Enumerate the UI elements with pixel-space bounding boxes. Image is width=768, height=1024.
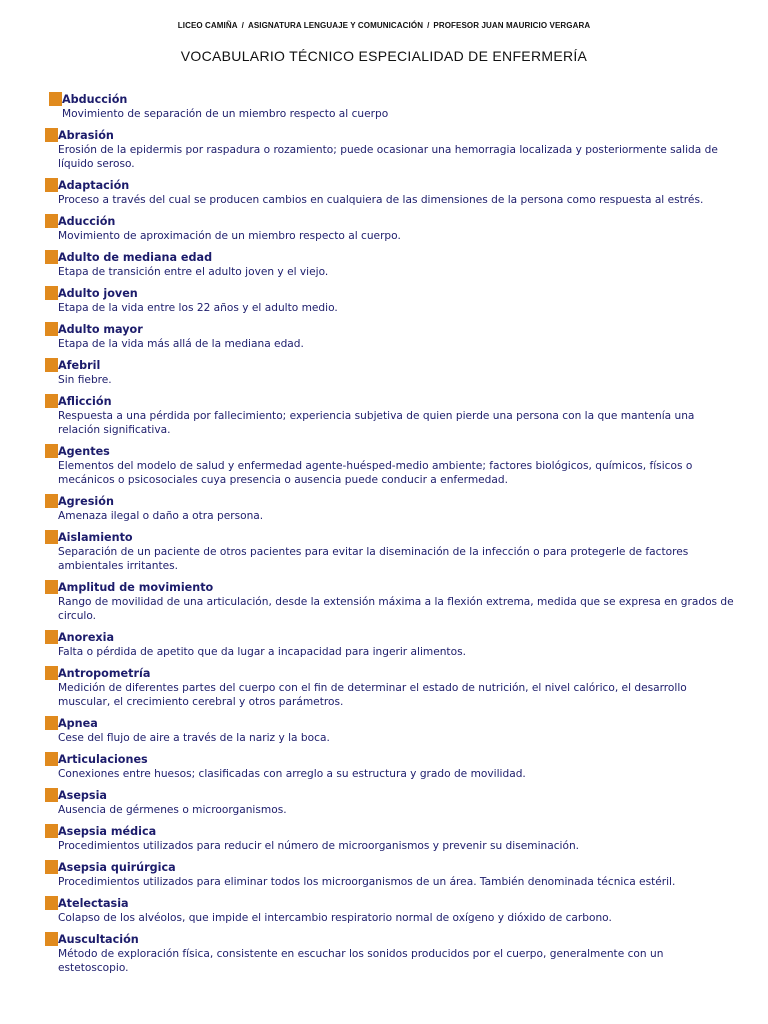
glossary-term: Aflicción (58, 395, 112, 408)
school-name: LICEO CAMIÑA (177, 21, 238, 30)
glossary-term: Adulto de mediana edad (58, 251, 213, 264)
glossary-definition: Etapa de transición entre el adulto joven y el viejo. (58, 266, 329, 278)
glossary-entry (45, 789, 735, 817)
glossary-entry (45, 129, 735, 171)
glossary-entry (45, 531, 735, 573)
glossary-list (45, 93, 735, 983)
glossary-term: Asepsia médica (58, 825, 157, 838)
glossary-term: Aislamiento (58, 531, 133, 544)
glossary-term: Afebril (58, 359, 101, 372)
glossary-entry (45, 445, 735, 487)
teacher-name: PROFESOR JUAN MAURICIO VERGARA (433, 21, 591, 30)
glossary-definition: Proceso a través del cual se producen cambios en cualquiera de las dimensiones de la persona como respuesta al estrés. (58, 194, 704, 206)
header-separator: / (241, 21, 244, 30)
square-bullet-icon (45, 128, 58, 142)
glossary-definition: Procedimientos utilizados para eliminar todos los microorganismos de un área. También denominada técnica estéril. (58, 876, 676, 888)
glossary-term: Asepsia quirúrgica (58, 861, 176, 874)
glossary-term: Asepsia (58, 789, 107, 802)
glossary-term: Atelectasia (58, 897, 129, 910)
glossary-entry (45, 667, 735, 709)
glossary-term: Amplitud de movimiento (58, 581, 214, 594)
glossary-definition: Etapa de la vida más allá de la mediana edad. (58, 338, 304, 350)
glossary-term: Abducción (62, 93, 128, 106)
square-bullet-icon (45, 752, 58, 766)
glossary-term: Adulto joven (58, 287, 138, 300)
glossary-entry (45, 495, 735, 523)
glossary-term: Agentes (58, 445, 110, 458)
square-bullet-icon (45, 824, 58, 838)
glossary-definition: Medición de diferentes partes del cuerpo con el fin de determinar el estado de nutrición, el nivel calórico, el desarrollo muscular, el crecimiento cerebral y otros parámetros. (58, 682, 687, 708)
glossary-term: Abrasión (58, 129, 114, 142)
square-bullet-icon (45, 494, 58, 508)
square-bullet-icon (45, 444, 58, 458)
glossary-entry (45, 861, 735, 889)
glossary-definition: Cese del flujo de aire a través de la nariz y la boca. (58, 732, 330, 744)
glossary-definition: Colapso de los alvéolos, que impide el intercambio respiratorio normal de oxígeno y dióxido de carbono. (58, 912, 612, 924)
square-bullet-icon (45, 630, 58, 644)
glossary-definition: Falta o pérdida de apetito que da lugar a incapacidad para ingerir alimentos. (58, 646, 466, 658)
square-bullet-icon (49, 92, 62, 106)
glossary-entry (49, 93, 735, 121)
glossary-term: Aducción (58, 215, 116, 228)
glossary-definition: Movimiento de aproximación de un miembro respecto al cuerpo. (58, 230, 401, 242)
glossary-entry (45, 179, 735, 207)
glossary-entry (45, 287, 735, 315)
glossary-entry (45, 631, 735, 659)
glossary-entry (45, 251, 735, 279)
header-separator: / (427, 21, 430, 30)
glossary-term: Agresión (58, 495, 114, 508)
glossary-entry (45, 933, 735, 975)
glossary-entry (45, 581, 735, 623)
glossary-entry (45, 825, 735, 853)
square-bullet-icon (45, 716, 58, 730)
glossary-term: Adaptación (58, 179, 130, 192)
glossary-entry (45, 323, 735, 351)
square-bullet-icon (45, 896, 58, 910)
square-bullet-icon (45, 358, 58, 372)
square-bullet-icon (45, 580, 58, 594)
glossary-definition: Respuesta a una pérdida por fallecimiento; experiencia subjetiva de quien pierde una persona con la que mantenía una relación significativa. (58, 410, 695, 436)
square-bullet-icon (45, 788, 58, 802)
subject-name: ASIGNATURA LENGUAJE Y COMUNICACIÓN (247, 21, 424, 30)
glossary-definition: Procedimientos utilizados para reducir el número de microorganismos y prevenir su diseminación. (58, 840, 580, 852)
glossary-definition: Sin fiebre. (58, 374, 112, 386)
glossary-definition: Erosión de la epidermis por raspadura o rozamiento; puede ocasionar una hemorragia localizada y posteriormente salida de líquido seroso. (58, 144, 718, 170)
glossary-definition: Etapa de la vida entre los 22 años y el adulto medio. (58, 302, 338, 314)
glossary-definition: Ausencia de gérmenes o microorganismos. (58, 804, 287, 816)
glossary-entry (45, 359, 735, 387)
page-title: VOCABULARIO TÉCNICO ESPECIALIDAD DE ENFERMERÍA (180, 48, 588, 64)
glossary-entry (45, 395, 735, 437)
glossary-definition: Separación de un paciente de otros pacientes para evitar la diseminación de la infección o para protegerle de factores ambientales irritantes. (58, 546, 689, 572)
square-bullet-icon (45, 286, 58, 300)
page-header (0, 21, 768, 30)
glossary-term: Auscultación (58, 933, 139, 946)
square-bullet-icon (45, 860, 58, 874)
square-bullet-icon (45, 666, 58, 680)
square-bullet-icon (45, 250, 58, 264)
glossary-entry (45, 717, 735, 745)
glossary-term: Antropometría (58, 667, 151, 680)
square-bullet-icon (45, 932, 58, 946)
glossary-entry (45, 897, 735, 925)
glossary-entry (45, 215, 735, 243)
glossary-definition: Movimiento de separación de un miembro respecto al cuerpo (62, 108, 389, 120)
glossary-term: Apnea (58, 717, 98, 730)
glossary-definition: Rango de movilidad de una articulación, desde la extensión máxima a la flexión extrema, medida que se expresa en grados de circulo. (58, 596, 734, 622)
glossary-definition: Amenaza ilegal o daño a otra persona. (58, 510, 264, 522)
glossary-definition: Método de exploración física, consistente en escuchar los sonidos producidos por el cuerpo, generalmente con un estetoscopio. (58, 948, 664, 974)
square-bullet-icon (45, 394, 58, 408)
glossary-term: Articulaciones (58, 753, 148, 766)
square-bullet-icon (45, 530, 58, 544)
glossary-definition: Elementos del modelo de salud y enfermedad agente-huésped-medio ambiente; factores biológicos, químicos, físicos o mecánicos o psicosociales cuya presencia o ausencia puede conducir a enfermedad. (58, 460, 693, 486)
square-bullet-icon (45, 322, 58, 336)
glossary-entry (45, 753, 735, 781)
square-bullet-icon (45, 178, 58, 192)
glossary-term: Anorexia (58, 631, 115, 644)
glossary-term: Adulto mayor (58, 323, 143, 336)
glossary-definition: Conexiones entre huesos; clasificadas con arreglo a su estructura y grado de movilidad. (58, 768, 526, 780)
square-bullet-icon (45, 214, 58, 228)
